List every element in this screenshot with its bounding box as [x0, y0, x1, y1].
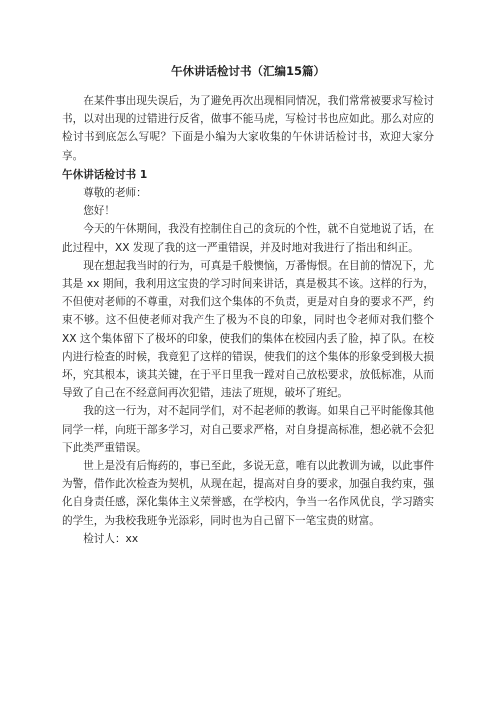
greeting: 您好！: [83, 205, 115, 218]
body-paragraph: 今天的午休期间，我没有控制住自己的贪玩的个性，就不自觉地说了话，在此过程中，XX 发现了我的这一严重错误，并及时地对我进行了指出和纠正。: [62, 223, 434, 254]
salutation: 尊敬的老师：: [83, 187, 147, 200]
intro-paragraph: 在某件事出现失误后，为了避免再次出现相同情况，我们常常被要求写检讨书，以对出现的过错进行反省，做事不能马虎，写检讨书也应如此。那么对应的检讨书到底怎么写呢？下面是小编为大家收集的午休讲话检讨书，欢迎大家分享。: [62, 95, 434, 162]
body-paragraph: 现在想起我当时的行为，可真是千般懊恼，万番悔恨。在目前的情况下，尤其是 xx 期间，我利用这宝贵的学习时间来讲话，真是极其不该。这样的行为，不但使对老师的不尊重，对我们这个集体的不负责，更是对自身的要求不严，约束不够。这不但使老师对我产生了极为不良的印象，同时也令老师对我们整个 XX 这个集体留下了极坏的印象，使我们的集体在校园内丢了脸，掉了队。在校内进行检查的时候，我竟犯了这样的错误，使我们的这个集体的形象受到极大损坏，究其根本，谈其关键，在于平日里我一蹚对自己放松要求，放低标准，从而导致了自己在不经意间再次犯错，违法了班规，破坏了班纪。: [62, 259, 434, 400]
document-title: 午休讲话检讨书（汇编15篇）: [170, 64, 325, 78]
section-heading: 午休讲话检讨书 1: [62, 168, 148, 181]
body-paragraph: 世上是没有后悔药的，事已至此，多说无意，唯有以此教训为诫，以此事件为警，借作此次检查为契机，从现在起，提高对自身的要求，加强自我约束，强化自身责任感，深化集体主义荣誉感，在学校内，争当一名作风优良，学习踏实的学生，为我校我班争光添彩，同时也为自己留下一笔宝贵的财富。: [62, 460, 434, 527]
signature: 检讨人：xx: [83, 532, 139, 545]
body-paragraph: 我的这一行为，对不起同学们，对不起老师的教诲。如果自己平时能像其他同学一样，向班干部多学习，对自己要求严格，对自身提高标准，想必就不会犯下此类严重错误。: [62, 405, 434, 454]
